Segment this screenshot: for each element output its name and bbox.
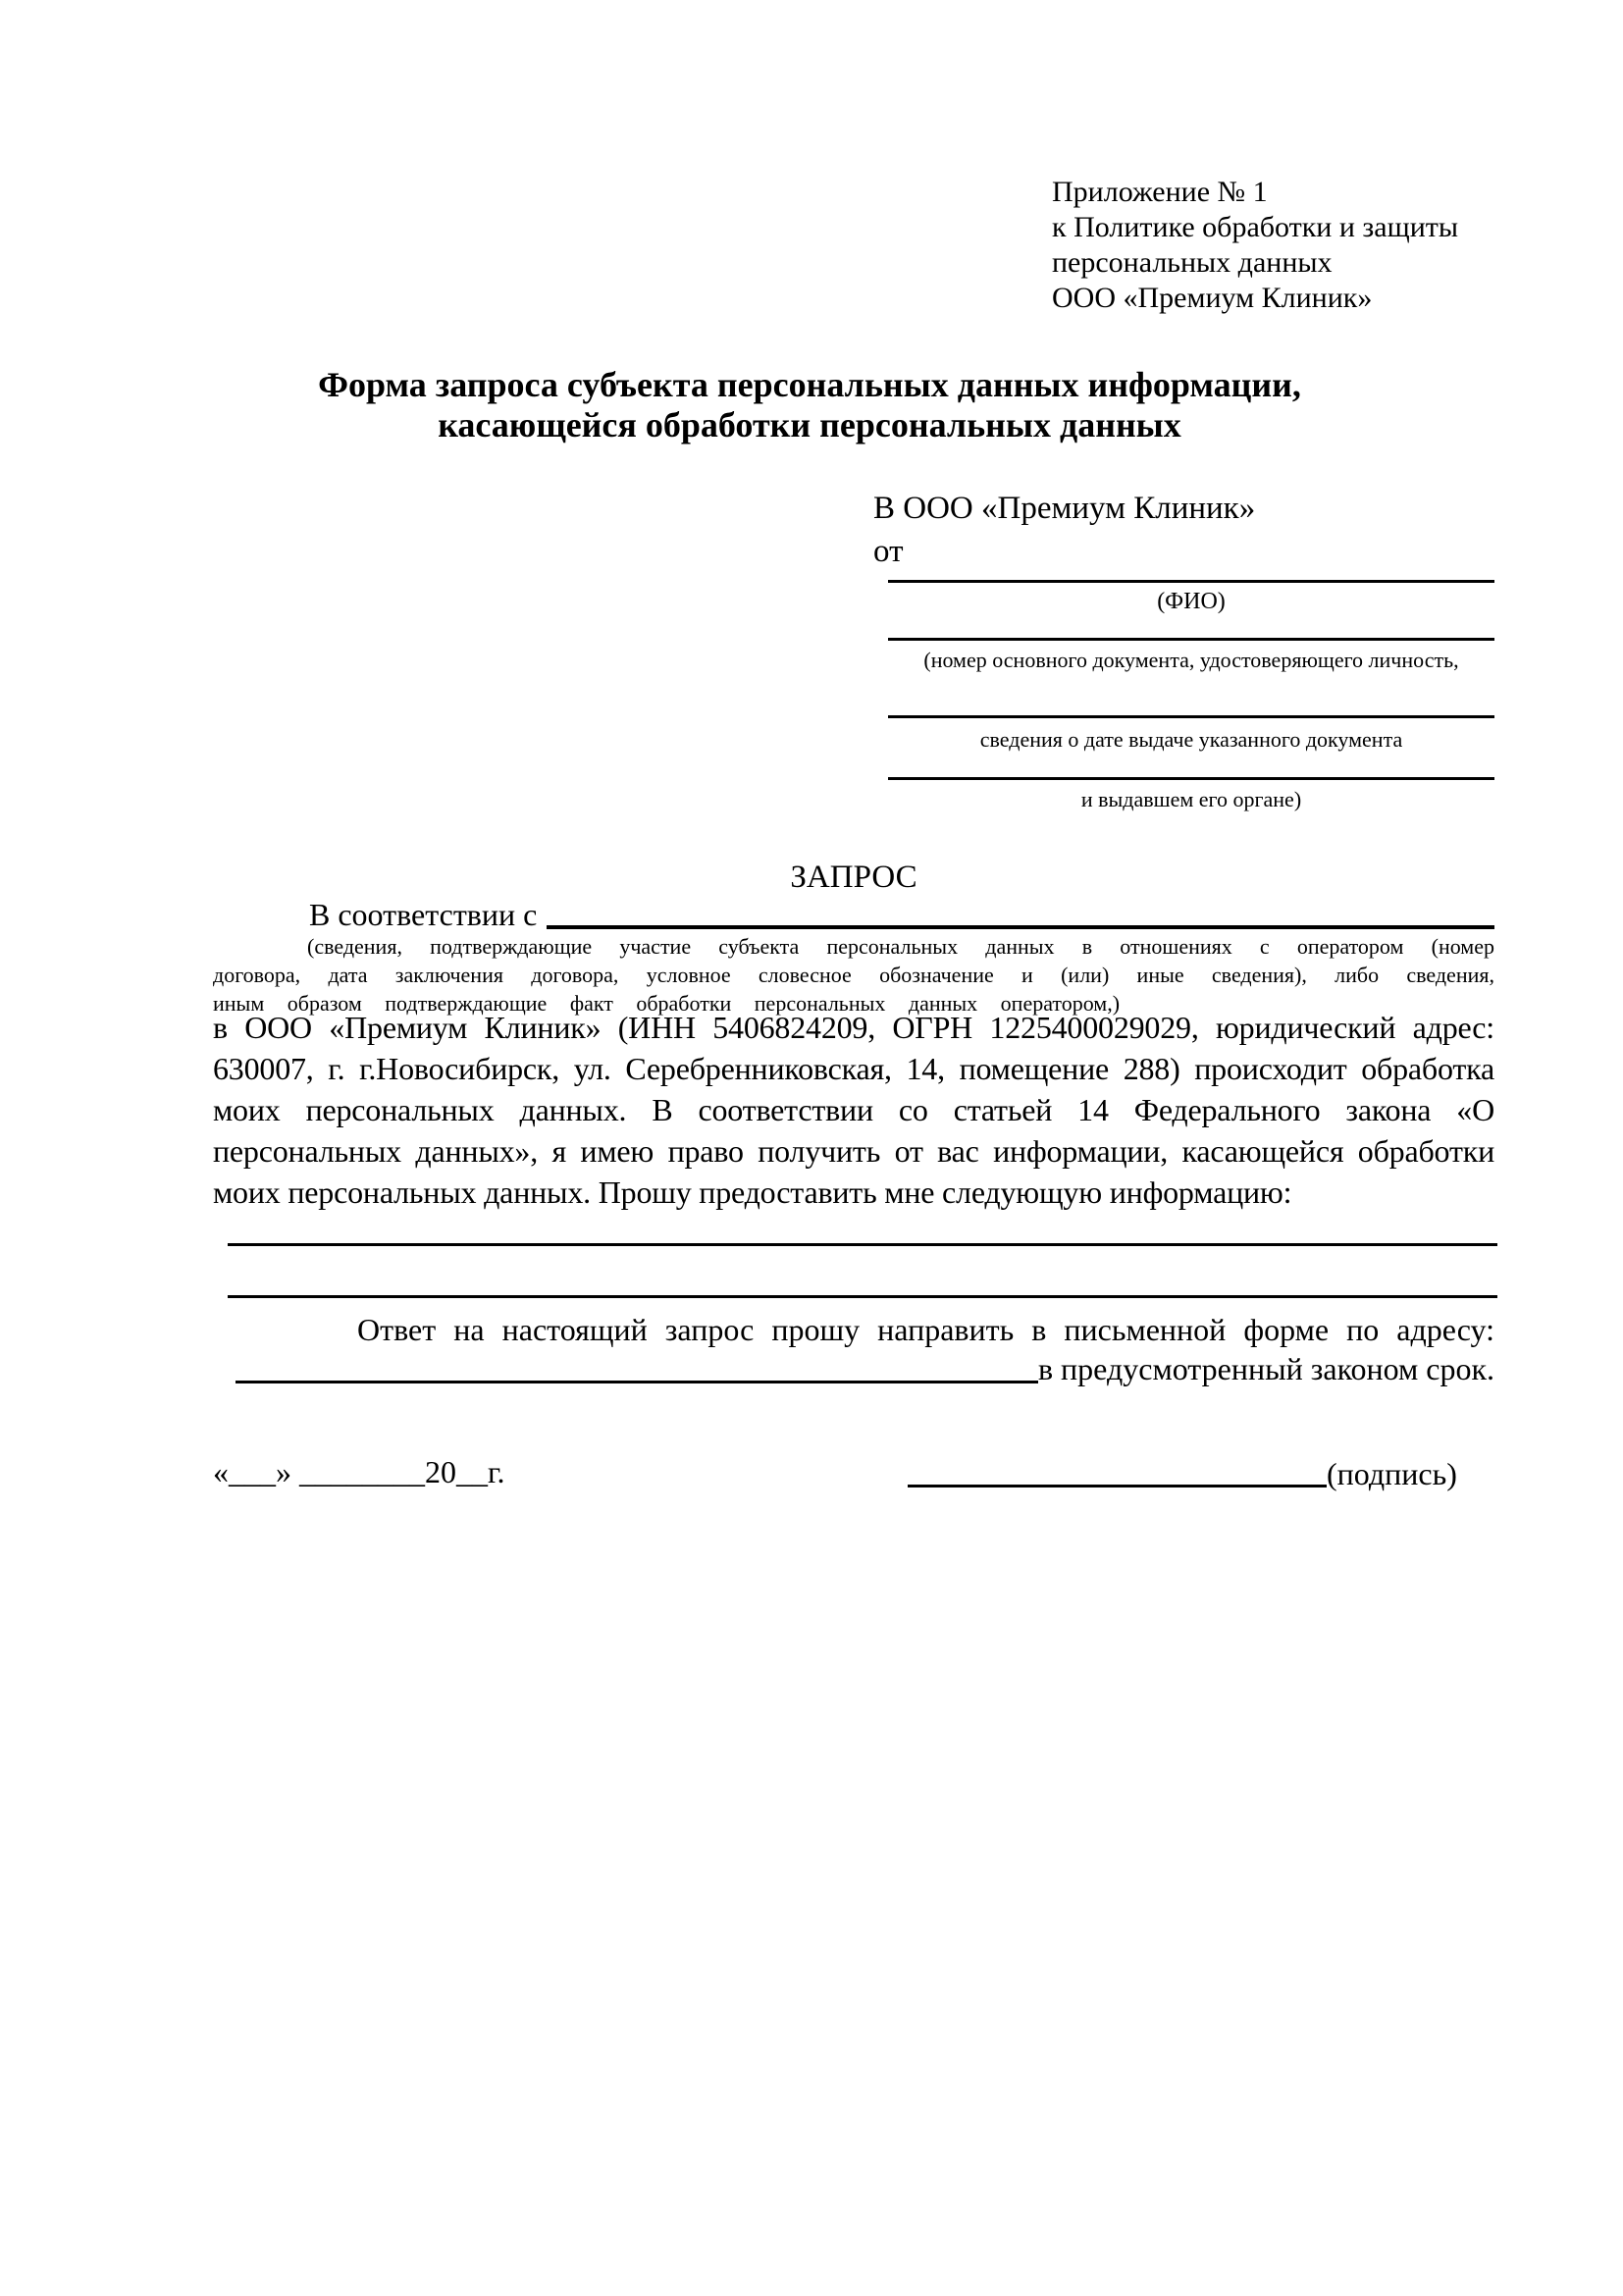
appendix-line-1: Приложение № 1	[1052, 176, 1268, 208]
address-fill-line	[236, 1381, 1038, 1383]
appendix-line-3: персональных данных	[1052, 246, 1333, 279]
addressee-to: В ООО «Премиум Клиник»	[873, 491, 1256, 526]
answer-paragraph: Ответ на настоящий запрос прошу направить в письменной форме по адресу:	[357, 1312, 1494, 1347]
accordance-prefix: В соответствии с	[309, 897, 538, 932]
appendix-block	[1052, 175, 1458, 316]
accordance-fill-line	[547, 925, 1494, 929]
fio-fill-line	[888, 580, 1494, 583]
doc-number-fill-line	[888, 638, 1494, 641]
request-body-paragraph: в ООО «Премиум Клиник» (ИНН 5406824209, ОГРН 1225400029029, юридический адрес: 630007, г. г.Новосибирск, ул. Серебренниковская, 14, помещение 288) происходит обработка моих персональных данных. В соответствии со статьей 14 Федерального закона «О персональных данных», я имею право получить от вас информации, касающейся обработки моих персональных данных. Прошу предоставить мне следующую информацию:	[213, 1010, 1494, 1210]
doc-issuer-fill-line	[888, 777, 1494, 780]
accordance-caption: (сведения, подтверждающие участие субъекта персональных данных в отношениях с оператором (номер договора, дата заключения договора, условное словесное обозначение и (или) иные сведения), либо сведения, иным образом подтверждающие факт обработки персональных данных оператором,)	[213, 934, 1494, 1016]
address-row	[236, 1348, 1494, 1389]
appendix-line-2: к Политике обработки и защиты	[1052, 211, 1459, 243]
info-blank-line-1	[228, 1243, 1497, 1246]
doc-date-fill-line	[888, 715, 1494, 718]
form-title-line-2: касающейся обработки персональных данных	[438, 405, 1181, 444]
request-heading: ЗАПРОС	[790, 860, 917, 895]
doc-number-caption: (номер основного документа, удостоверяющего личность,	[923, 648, 1459, 672]
accordance-row	[213, 897, 1494, 933]
fio-caption: (ФИО)	[1157, 589, 1226, 614]
doc-issuer-caption: и выдавшем его органе)	[1080, 787, 1302, 811]
signature-fill-line	[908, 1485, 1327, 1487]
addressee-from: от	[873, 534, 904, 569]
date-field: «___» ________20__г.	[213, 1454, 505, 1489]
answer-suffix: в предусмотренный законом срок.	[1037, 1351, 1494, 1386]
doc-date-caption: сведения о дате выдаче указанного документа	[979, 727, 1403, 752]
signature-caption: (подпись)	[1327, 1456, 1457, 1491]
form-title-line-1: Форма запроса субъекта персональных данных информации,	[318, 365, 1301, 404]
info-blank-line-2	[228, 1295, 1497, 1298]
appendix-line-4: ООО «Премиум Клиник»	[1052, 282, 1373, 314]
form-title	[157, 365, 1462, 445]
